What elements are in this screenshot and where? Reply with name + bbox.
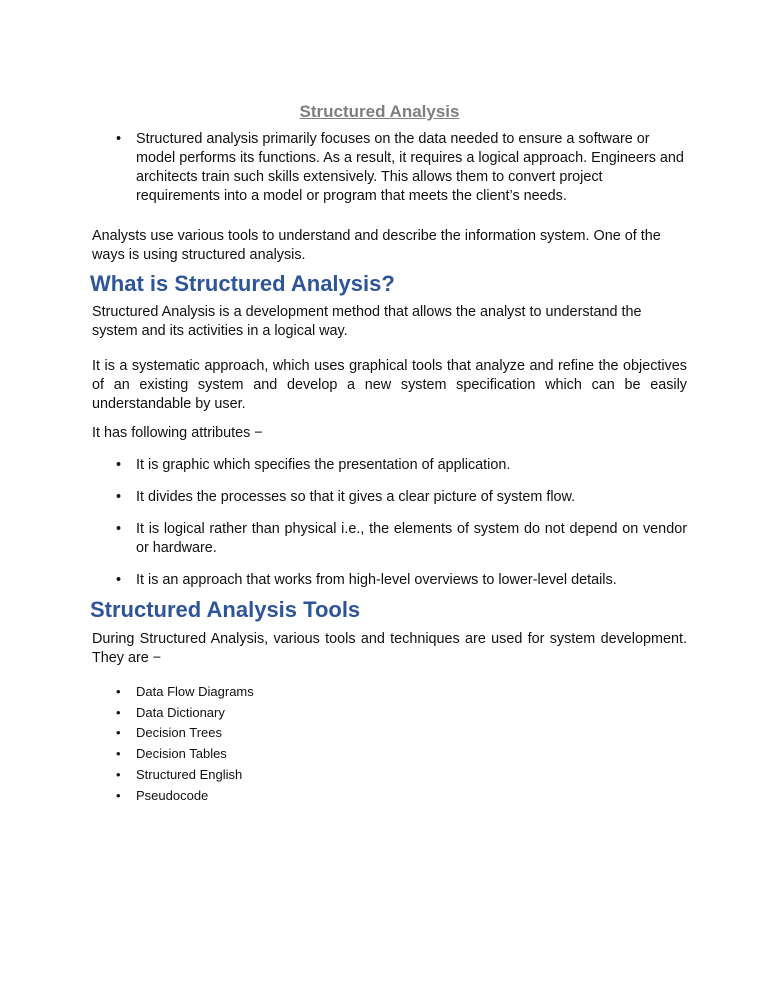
bullet-icon: • — [116, 572, 122, 588]
list-item-text: It is an approach that works from high-level overviews to lower-level details. — [136, 572, 617, 588]
section-heading-tools: Structured Analysis Tools — [90, 597, 361, 622]
bullet-icon: • — [116, 684, 121, 699]
list-item — [92, 571, 687, 590]
list-item — [92, 703, 687, 724]
list-item — [92, 786, 687, 807]
bullet-icon: • — [116, 489, 122, 505]
bullet-icon: • — [116, 704, 121, 720]
list-item — [92, 488, 687, 507]
document-title: Structured Analysis — [299, 102, 460, 121]
list-item-text: Data Flow Diagrams — [136, 684, 254, 699]
bullet-icon: • — [116, 766, 121, 782]
list-item — [92, 456, 687, 475]
list-item-text: It divides the processes so that it gives a clear picture of system flow. — [136, 489, 576, 505]
list-item — [92, 130, 687, 206]
list-item — [92, 723, 687, 744]
bullet-icon: • — [116, 725, 121, 741]
intro-bullet-list — [92, 130, 687, 206]
bullet-icon: • — [116, 521, 122, 537]
list-item-text: Data Dictionary — [136, 704, 225, 720]
paragraph: During Structured Analysis, various tools and techniques are used for system development. They are − — [92, 631, 687, 666]
list-item-text: Decision Trees — [136, 725, 222, 741]
list-item — [92, 765, 687, 786]
bullet-icon: • — [116, 457, 122, 473]
paragraph: Structured Analysis is a development method that allows the analyst to understand the system and its activities in a logical way. — [92, 304, 642, 339]
paragraph: It has following attributes − — [92, 425, 263, 441]
list-item — [92, 682, 687, 703]
intro-paragraph: Analysts use various tools to understand and describe the information system. One of the ways is using structured analysis. — [92, 228, 661, 263]
bullet-icon: • — [116, 746, 121, 762]
list-item — [92, 520, 687, 558]
paragraph: It is a systematic approach, which uses graphical tools that analyze and refine the objectives of an existing system and develop a new system specification which can be easily understandable by user. — [92, 358, 687, 412]
list-item-text: Structured English — [136, 766, 243, 782]
tools-list — [92, 682, 687, 806]
list-item-text: It is logical rather than physical i.e., the elements of system do not depend on vendor or hardware. — [136, 521, 687, 556]
list-item — [92, 744, 687, 765]
bullet-icon: • — [116, 787, 121, 803]
list-item-text: It is graphic which specifies the presentation of application. — [136, 457, 511, 473]
list-item-text: Pseudocode — [136, 787, 209, 803]
bullet-icon: • — [116, 131, 122, 147]
list-item-text: Decision Tables — [136, 746, 227, 762]
attributes-list — [92, 456, 687, 590]
list-item-text: Structured analysis primarily focuses on the data needed to ensure a software or model performs its functions. As a result, it requires a logical approach. Engineers and architects train such skills extensively. This allows them to convert project requirements into a model or program that meets the client’s needs. — [136, 131, 684, 204]
section-heading-what-is: What is Structured Analysis? — [90, 271, 395, 296]
